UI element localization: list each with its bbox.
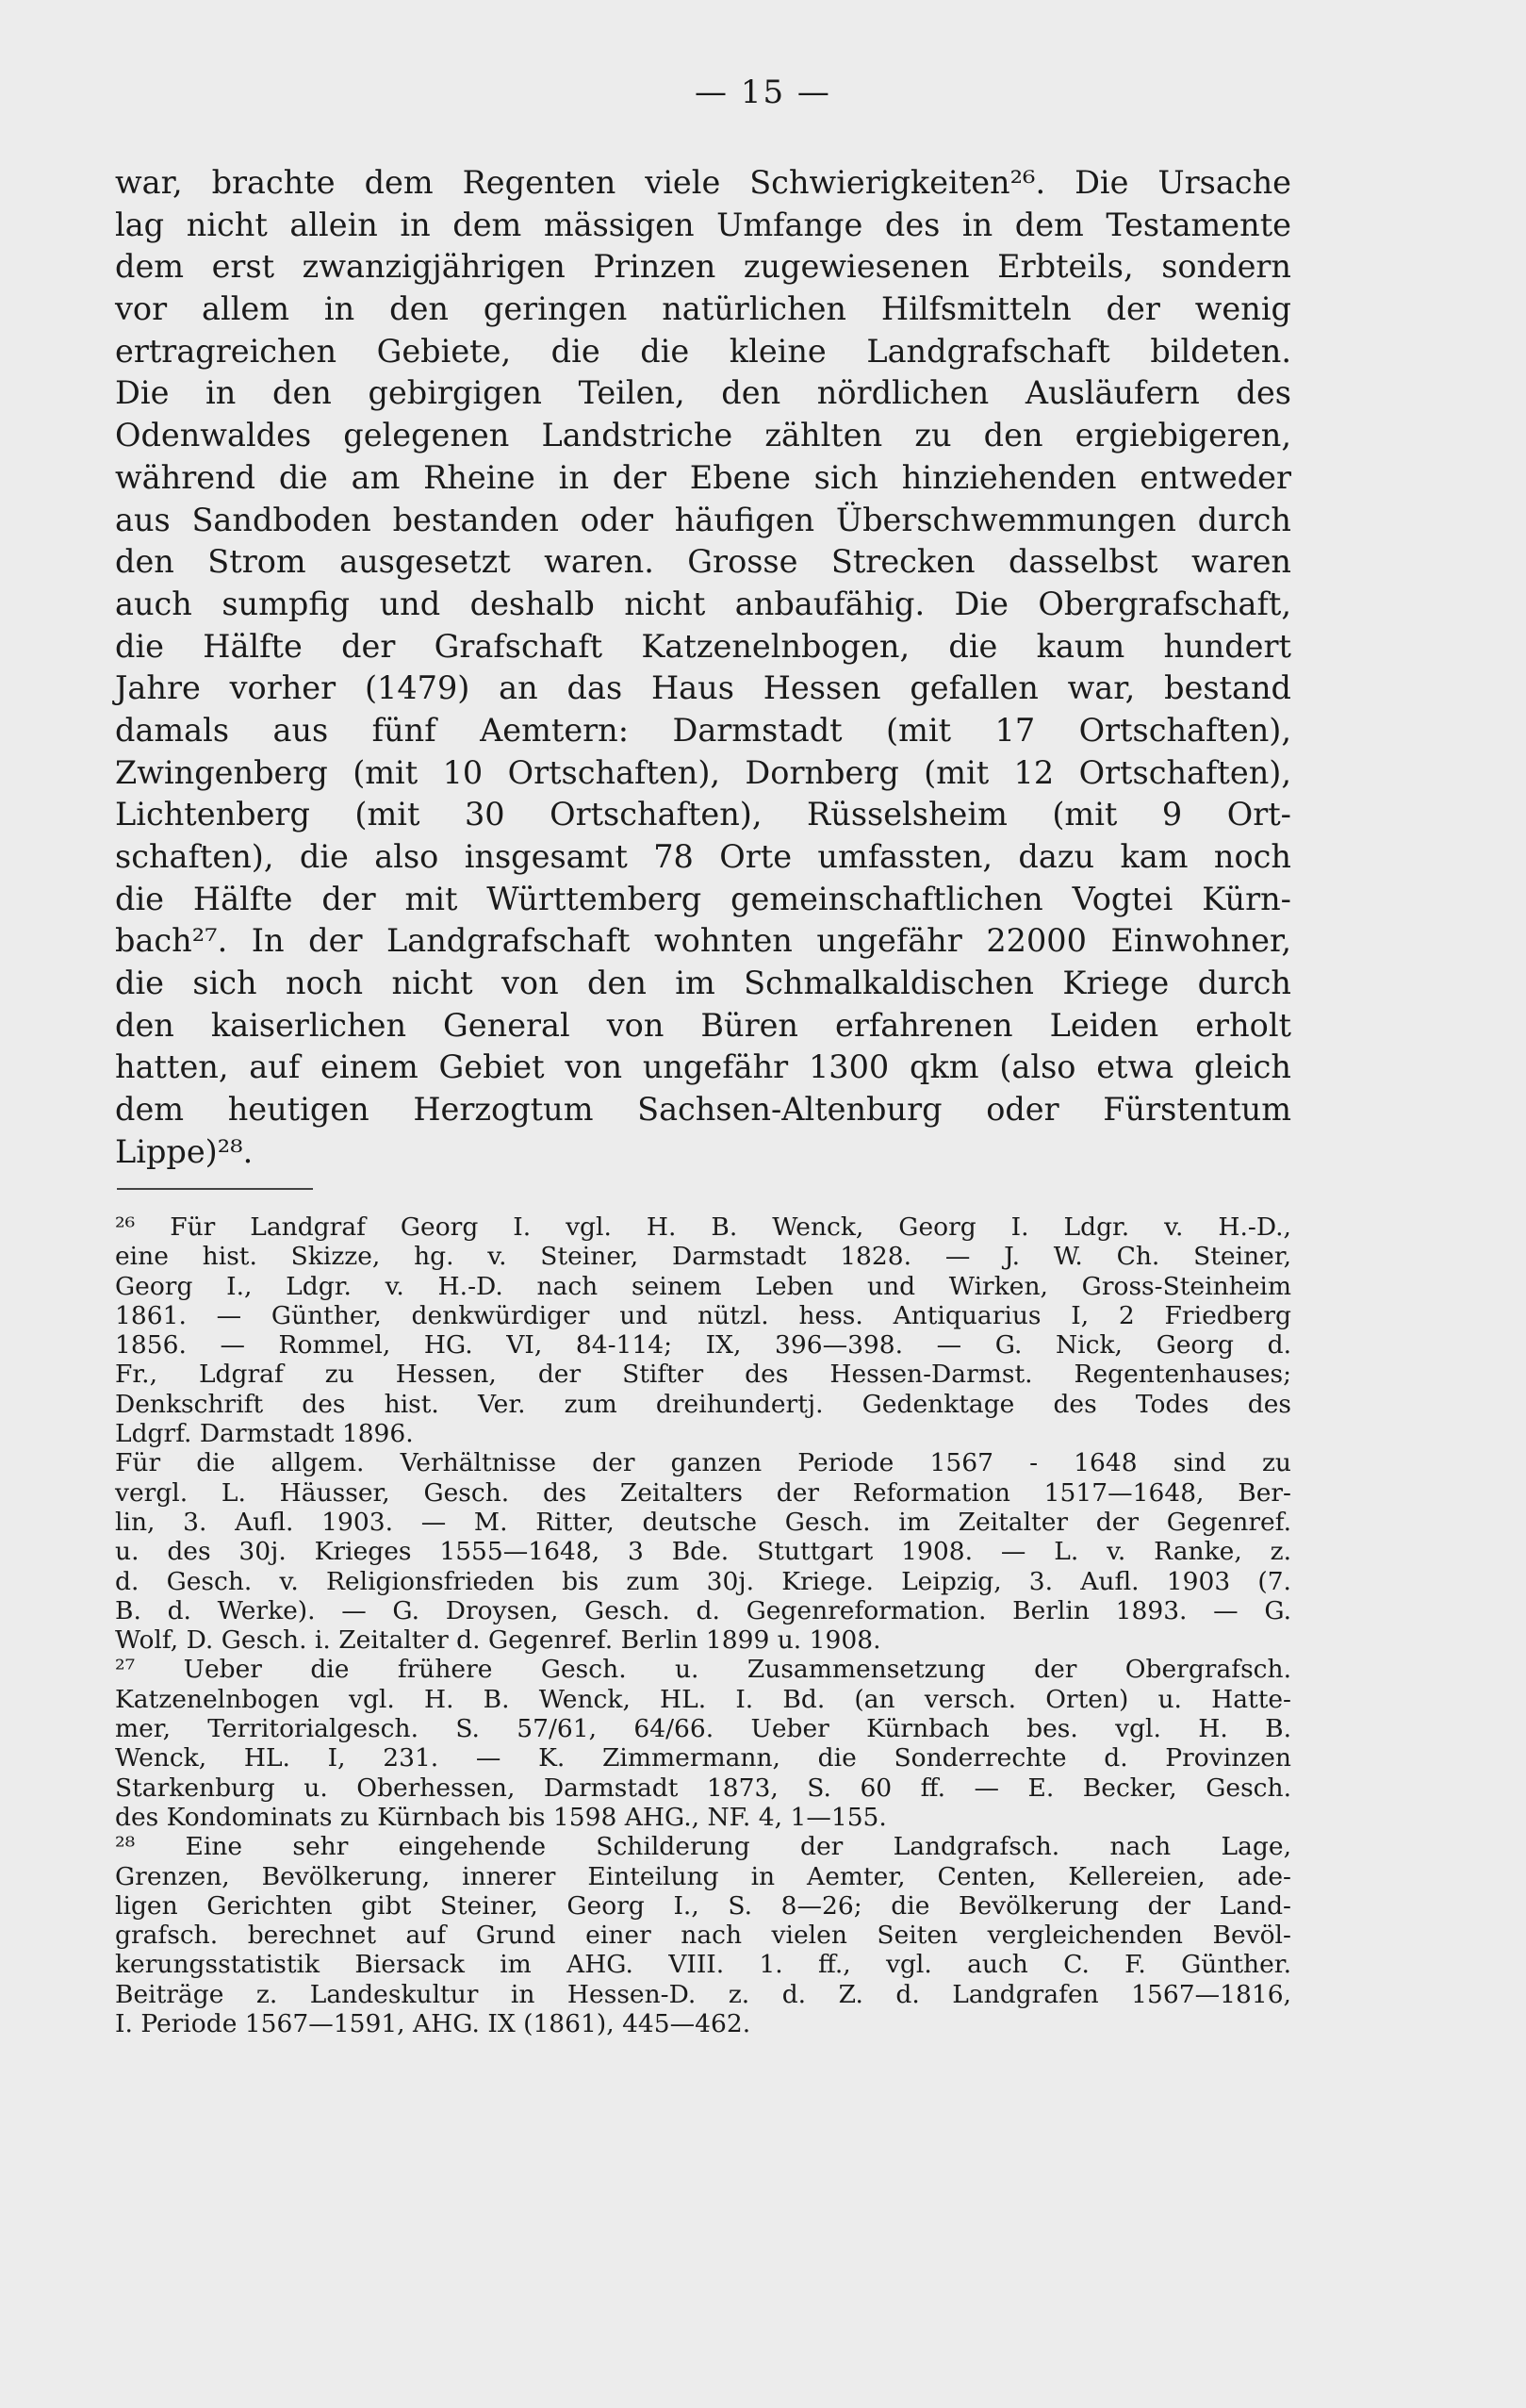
- footnote-line: vergl. L. Häusser, Gesch. des Zeitalters der Reformation 1517—1648, Ber-: [115, 1477, 1291, 1508]
- footnote-line: ligen Gerichten gibt Steiner, Georg I., S. 8—26; die Bevölkerung der Land-: [115, 1890, 1291, 1921]
- body-line: damals aus fünf Aemtern: Darmstadt (mit 17 Ortschaften),: [115, 711, 1291, 749]
- footnote-line: kerungsstatistik Biersack im AHG. VIII. 1. ff., vgl. auch C. F. Günther.: [115, 1950, 1291, 1980]
- body-line: schaften), die also insgesamt 78 Orte umfassten, dazu kam noch: [115, 838, 1291, 875]
- body-line: den kaiserlichen General von Büren erfahrenen Leiden erholt: [115, 1006, 1291, 1044]
- body-line: die Hälfte der Grafschaft Katzenelnbogen, die kaum hundert: [115, 627, 1291, 665]
- footnote-line: Wolf, D. Gesch. i. Zeitalter d. Gegenref. Berlin 1899 u. 1908.: [115, 1625, 881, 1656]
- body-line: Lippe)²⁸.: [115, 1132, 254, 1170]
- body-line: vor allem in den geringen natürlichen Hilfsmitteln der wenig: [115, 290, 1291, 328]
- footnote-line: des Kondominats zu Kürnbach bis 1598 AHG., NF. 4, 1—155.: [115, 1802, 887, 1832]
- body-line: bach²⁷. In der Landgrafschaft wohnten ungefähr 22000 Einwohner,: [115, 922, 1291, 960]
- body-line: war, brachte dem Regenten viele Schwierigkeiten²⁶. Die Ursache: [115, 164, 1291, 201]
- body-line: Lichtenberg (mit 30 Ortschaften), Rüsselsheim (mit 9 Ort-: [115, 796, 1291, 833]
- body-line: Zwingenberg (mit 10 Ortschaften), Dornberg (mit 12 Ortschaften),: [115, 753, 1291, 791]
- footnote-line: Denkschrift des hist. Ver. zum dreihundertj. Gedenktage des Todes des: [115, 1389, 1291, 1419]
- body-line: auch sumpfig und deshalb nicht anbaufähig. Die Obergrafschaft,: [115, 585, 1291, 622]
- footnote-line: 1861. — Günther, denkwürdiger und nützl. hess. Antiquarius I, 2 Friedberg: [115, 1300, 1291, 1330]
- footnote-line: grafsch. berechnet auf Grund einer nach vielen Seiten vergleichenden Bevöl-: [115, 1921, 1291, 1951]
- body-line: den Strom ausgesetzt waren. Grosse Strecken dasselbst waren: [115, 543, 1291, 581]
- footnote-line: Starkenburg u. Oberhessen, Darmstadt 1873, S. 60 ff. — E. Becker, Gesch.: [115, 1773, 1291, 1803]
- footnote-line: Beiträge z. Landeskultur in Hessen-D. z. d. Z. d. Landgrafen 1567—1816,: [115, 1979, 1291, 2009]
- body-line: hatten, auf einem Gebiet von ungefähr 1300 qkm (also etwa gleich: [115, 1048, 1291, 1086]
- footnote-line: 1856. — Rommel, HG. VI, 84-114; IX, 396—398. — G. Nick, Georg d.: [115, 1330, 1291, 1361]
- footnote-line: ²⁸ Eine sehr eingehende Schilderung der Landgrafsch. nach Lage,: [115, 1832, 1291, 1862]
- body-line: dem heutigen Herzogtum Sachsen-Altenburg oder Fürstentum: [115, 1091, 1291, 1129]
- body-line: Odenwaldes gelegenen Landstriche zählten zu den ergiebigeren,: [115, 417, 1291, 454]
- body-line: die Hälfte der mit Württemberg gemeinschaftlichen Vogtei Kürn-: [115, 880, 1291, 917]
- footnote-line: Für die allgem. Verhältnisse der ganzen Periode 1567 - 1648 sind zu: [115, 1448, 1291, 1478]
- page-number: — 15 —: [695, 74, 831, 111]
- footnote-line: d. Gesch. v. Religionsfrieden bis zum 30j. Kriege. Leipzig, 3. Aufl. 1903 (7.: [115, 1566, 1291, 1596]
- footnote-line: Ldgrf. Darmstadt 1896.: [115, 1419, 414, 1449]
- body-line: dem erst zwanzigjährigen Prinzen zugewiesenen Erbteils, sondern: [115, 248, 1291, 286]
- footnote-line: ²⁷ Ueber die frühere Gesch. u. Zusammensetzung der Obergrafsch.: [115, 1655, 1291, 1685]
- footnote-separator: [117, 1188, 313, 1190]
- body-line: ertragreichen Gebiete, die die kleine Landgrafschaft bildeten.: [115, 332, 1291, 370]
- footnote-line: mer, Territorialgesch. S. 57/61, 64/66. Ueber Kürnbach bes. vgl. H. B.: [115, 1714, 1291, 1744]
- body-text: [115, 162, 1291, 1174]
- footnote-line: eine hist. Skizze, hg. v. Steiner, Darmstadt 1828. — J. W. Ch. Steiner,: [115, 1242, 1291, 1272]
- footnote-line: Wenck, HL. I, 231. — K. Zimmermann, die Sonderrechte d. Provinzen: [115, 1743, 1291, 1773]
- footnote-line: Georg I., Ldgr. v. H.-D. nach seinem Leben und Wirken, Gross-Steinheim: [115, 1271, 1291, 1301]
- footnote-line: Fr., Ldgraf zu Hessen, der Stifter des Hessen-Darmst. Regentenhauses;: [115, 1360, 1291, 1390]
- footnote-line: ²⁶ Für Landgraf Georg I. vgl. H. B. Wenck, Georg I. Ldgr. v. H.-D.,: [115, 1212, 1291, 1242]
- body-line: Jahre vorher (1479) an das Haus Hessen gefallen war, bestand: [115, 669, 1291, 707]
- footnote-line: Grenzen, Bevölkerung, innerer Einteilung in Aemter, Centen, Kellereien, ade-: [115, 1861, 1291, 1891]
- footnotes: [115, 1212, 1291, 2038]
- body-line: lag nicht allein in dem mässigen Umfange des in dem Testamente: [115, 206, 1291, 243]
- footnote-line: Katzenelnbogen vgl. H. B. Wenck, HL. I. Bd. (an versch. Orten) u. Hatte-: [115, 1684, 1291, 1714]
- footnote-line: lin, 3. Aufl. 1903. — M. Ritter, deutsche Gesch. im Zeitalter der Gegenref.: [115, 1507, 1291, 1537]
- body-line: Die in den gebirgigen Teilen, den nördlichen Ausläufern des: [115, 374, 1291, 412]
- body-line: während die am Rheine in der Ebene sich hinziehenden entweder: [115, 458, 1291, 496]
- body-line: aus Sandboden bestanden oder häufigen Überschwemmungen durch: [115, 501, 1291, 538]
- footnote-line: I. Periode 1567—1591, AHG. IX (1861), 445—462.: [115, 2009, 751, 2039]
- footnote-line: B. d. Werke). — G. Droysen, Gesch. d. Gegenreformation. Berlin 1893. — G.: [115, 1595, 1291, 1625]
- body-line: die sich noch nicht von den im Schmalkaldischen Kriege durch: [115, 965, 1291, 1002]
- footnote-line: u. des 30j. Krieges 1555—1648, 3 Bde. Stuttgart 1908. — L. v. Ranke, z.: [115, 1537, 1291, 1567]
